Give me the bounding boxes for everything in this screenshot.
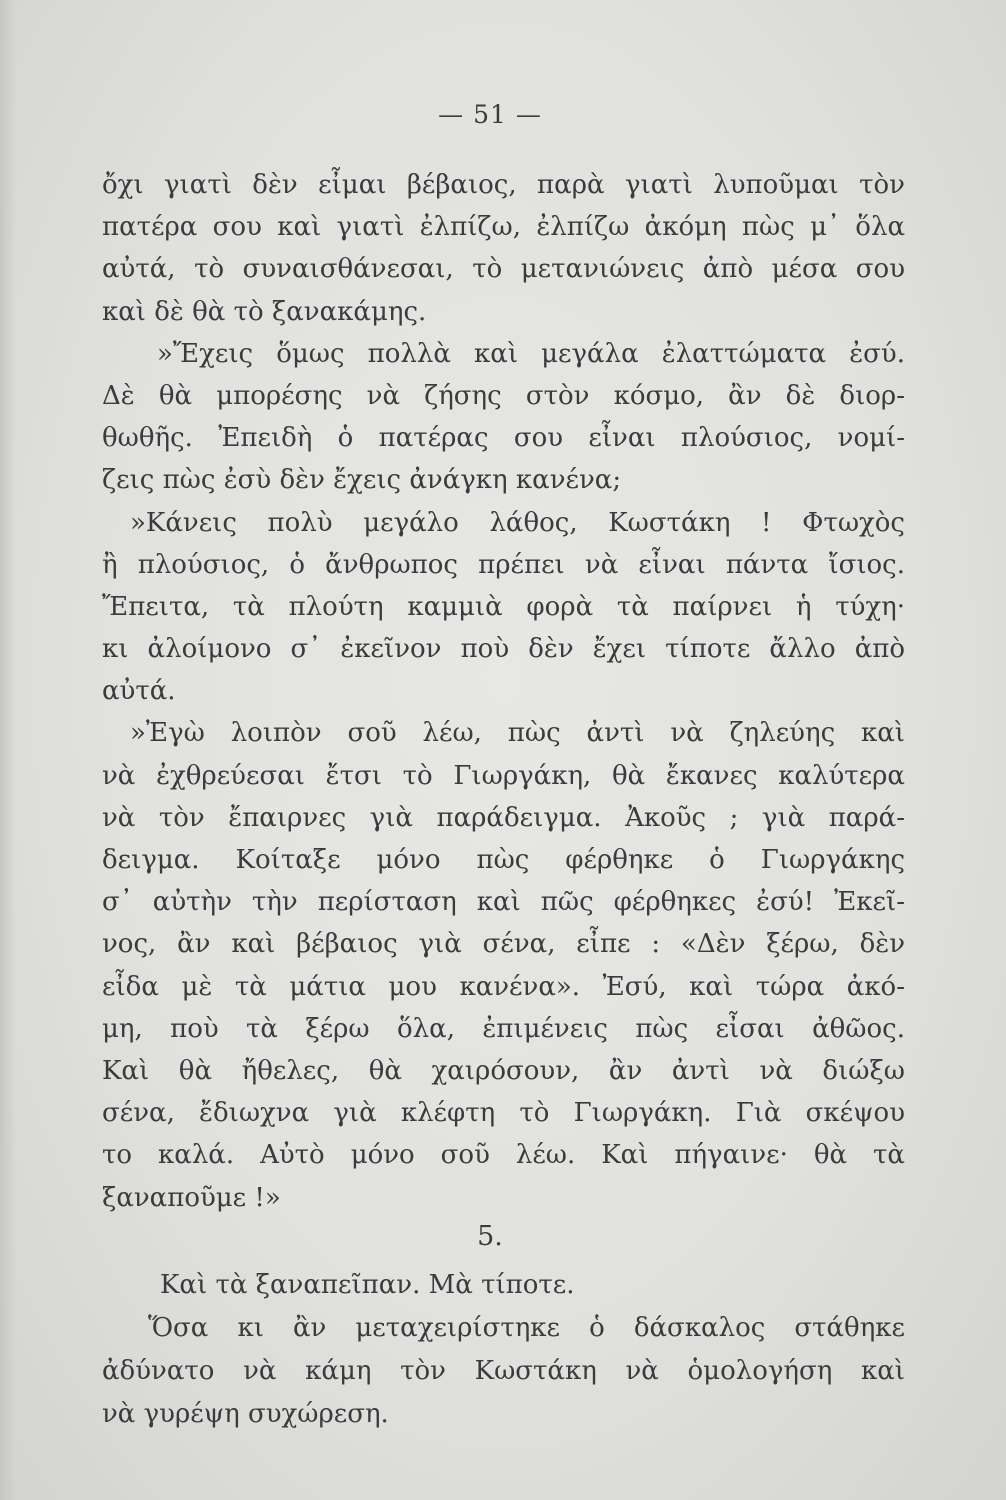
text-line: θωθῆς. Ἐπειδὴ ὁ πατέρας σου εἶναι πλούσιος, νομί- (102, 423, 905, 454)
paragraph (102, 333, 905, 502)
text-line: Ἔπειτα, τὰ πλούτη καμμιὰ φορὰ τὰ παίρνει ἡ τύχη· (102, 591, 905, 622)
paragraph (102, 1264, 905, 1307)
text-line: ζεις πὼς ἐσὺ δὲν ἔχεις ἀνάγκη κανένα; (102, 465, 622, 496)
text-line: ὄχι γιατὶ δὲν εἶμαι βέβαιος, παρὰ γιατὶ λυποῦμαι τὸν (102, 170, 905, 200)
paragraph (102, 712, 905, 1218)
text-line: μη, ποὺ τὰ ξέρω ὅλα, ἐπιμένεις πὼς εἶσαι ἀθῶος. (102, 1013, 905, 1044)
text-line: δειγμα. Κοίταξε μόνο πὼς φέρθηκε ὁ Γιωργάκης (102, 845, 905, 875)
text-line: σένα, ἔδιωχνα γιὰ κλέφτη τὸ Γιωργάκη. Γιὰ σκέψου (102, 1098, 905, 1129)
page-number: — 51 — (438, 100, 542, 129)
text-line: Καὶ τὰ ξαναπεῖπαν. Μὰ τίποτε. (160, 1270, 575, 1300)
text-line: ἢ πλούσιος, ὁ ἄνθρωπος πρέπει νὰ εἶναι πάντα ἴσιος. (102, 549, 905, 580)
text-line: »Κάνεις πολὺ μεγάλο λάθος, Κωστάκη ! Φτωχὸς (130, 507, 905, 538)
text-line: αὐτά. (102, 676, 176, 707)
text-line: νὰ ἐχθρεύεσαι ἔτσι τὸ Γιωργάκη, θὰ ἔκανες καλύτερα (102, 760, 905, 791)
text-line: το καλά. Αὐτὸ μόνο σοῦ λέω. Καὶ πήγαινε· θὰ τὰ (102, 1140, 905, 1171)
section-text (102, 1264, 905, 1436)
text-line: ἀδύνατο νὰ κάμη τὸν Κωστάκη νὰ ὁμολογήση καὶ (102, 1356, 905, 1386)
text-line: ξαναποῦμε !» (102, 1182, 281, 1213)
text-line: »Ἔχεις ὅμως πολλὰ καὶ μεγάλα ἐλαττώματα ἐσύ. (157, 338, 905, 369)
text-line: Ὅσα κι ἂν μεταχειρίστηκε ὁ δάσκαλος στάθηκε (148, 1313, 905, 1343)
text-line: εἶδα μὲ τὰ μάτια μου κανένα». Ἐσύ, καὶ τώρα ἀκό- (102, 971, 905, 1002)
text-line: σ᾽ αὐτὴν τὴν περίσταση καὶ πῶς φέρθηκες ἐσύ! Ἐκεῖ- (102, 887, 905, 918)
text-line: νος, ἂν καὶ βέβαιος γιὰ σένα, εἶπε : «Δὲν ξέρω, δὲν (102, 929, 905, 960)
page-edge-shadow (0, 0, 16, 1500)
text-line: καὶ δὲ θὰ τὸ ξανακάμης. (102, 296, 427, 327)
text-line: νὰ τὸν ἔπαιρνες γιὰ παράδειγμα. Ἀκοῦς ; γιὰ παρά- (102, 802, 905, 833)
text-line: »Ἐγὼ λοιπὸν σοῦ λέω, πὼς ἀντὶ νὰ ζηλεύης καὶ (130, 718, 905, 749)
text-line: κι ἀλοίμονο σ᾽ ἐκεῖνον ποὺ δὲν ἔχει τίποτε ἄλλο ἀπὸ (102, 634, 905, 665)
paragraph (102, 1307, 905, 1436)
paragraph (102, 502, 905, 713)
text-line: αὐτά, τὸ συναισθάνεσαι, τὸ μετανιώνεις ἀπὸ μέσα σου (102, 254, 905, 285)
body-text (102, 164, 905, 1219)
section-number: 5. (477, 1221, 503, 1252)
paragraph (102, 164, 905, 333)
text-line: πατέρα σου καὶ γιατὶ ἐλπίζω, ἐλπίζω ἀκόμη πὼς μ᾽ ὅλα (102, 212, 905, 243)
text-line: Δὲ θὰ μπορέσης νὰ ζήσης στὸν κόσμο, ἂν δὲ διορ- (102, 380, 905, 411)
text-line: νὰ γυρέψη συχώρεση. (102, 1399, 389, 1429)
text-line: Καὶ θὰ ἤθελες, θὰ χαιρόσουν, ἂν ἀντὶ νὰ διώξω (102, 1055, 905, 1086)
